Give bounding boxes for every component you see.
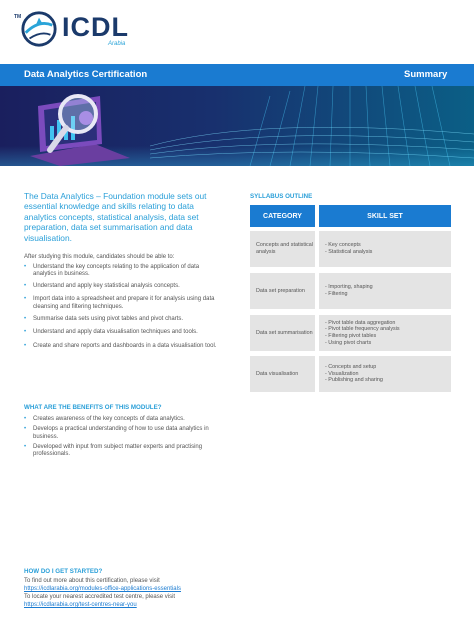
skill-cell: [319, 231, 451, 267]
category-cell: [250, 273, 315, 309]
skill-cell: [319, 356, 451, 392]
icdl-logo-icon: [20, 10, 58, 48]
syllabus-heading: SYLLABUS OUTLINE: [250, 193, 313, 200]
outcomes-list: [24, 264, 220, 350]
list-item: • Import data into a spreadsheet and prepare it for analysis using data cleansing and filtering techniques.: [24, 296, 220, 311]
list-item: • Developed with input from subject matter experts and practising professionals.: [24, 444, 234, 459]
skill-item: - Key concepts: [325, 242, 361, 249]
skill-item: - Visualization: [325, 370, 359, 377]
skill-list: [325, 284, 373, 297]
trademark-mark: TM: [14, 14, 22, 20]
certification-link[interactable]: https://icdlarabia.org/modules-office-applications-essentials: [24, 586, 181, 592]
benefits-heading: WHAT ARE THE BENEFITS OF THIS MODULE?: [24, 404, 162, 411]
list-item: • Summarise data sets using pivot tables and pivot charts.: [24, 316, 220, 323]
skill-set-column-header: SKILL SET: [319, 205, 451, 227]
list-item: • Understand and apply key statistical analysis concepts.: [24, 283, 220, 290]
skill-item: - Pivot table data aggregation: [325, 319, 396, 326]
skill-item: - Using pivot charts: [325, 339, 372, 346]
skill-list: [325, 242, 372, 255]
skill-item: - Filtering: [325, 291, 348, 297]
benefits-list: [24, 416, 234, 461]
logo-wordmark: ICDL: [62, 12, 129, 42]
list-item: • Develops a practical understanding of how to use data analytics in business.: [24, 426, 234, 441]
page-title: Data Analytics Certification: [24, 69, 148, 80]
category-cell: [250, 315, 315, 351]
category-cell: [250, 356, 315, 392]
list-item: • Understand and apply data visualisation techniques and tools.: [24, 329, 220, 336]
magnifier-laptop-illustration: [0, 86, 474, 166]
logo-subtitle: Arabia: [108, 41, 126, 47]
skill-list: [325, 364, 383, 384]
footer-info-text: To locate your nearest accredited test centre, please visit: [24, 594, 176, 600]
list-item: • Creates awareness of the key concepts of data analytics.: [24, 416, 234, 423]
category-label: Data set summarisation: [256, 329, 313, 336]
skill-item: - Filtering pivot tables: [325, 333, 377, 339]
category-label: Data set preparation: [256, 287, 305, 294]
get-started-heading: HOW DO I GET STARTED?: [24, 568, 103, 575]
category-label: Data visualisation: [256, 370, 299, 377]
summary-label: Summary: [404, 69, 448, 80]
skill-item: - Importing, shaping: [325, 284, 373, 291]
skill-item: - Publishing and sharing: [325, 377, 383, 384]
test-centres-link[interactable]: https://icdlarabia.org/test-centres-near-you: [24, 602, 137, 608]
list-item: • Understand the key concepts relating to the application of data analytics in business.: [24, 264, 220, 279]
footer-info-text: To find out more about this certification, please visit: [24, 578, 160, 584]
module-intro: The Data Analytics – Foundation module sets out essential knowledge and skills relating to data analytics concepts, statistical analysis, data set preparation, data set summarisation and data visualisation.: [24, 191, 207, 243]
category-cell: [250, 231, 315, 267]
skill-item: - Pivot table frequency analysis: [325, 326, 400, 333]
outcomes-lead: After studying this module, candidates should be able to:: [24, 254, 175, 260]
skill-item: - Statistical analysis: [325, 249, 373, 255]
category-label: Concepts and statistical analysis: [256, 242, 313, 255]
skill-cell: [319, 315, 451, 351]
skill-list: [325, 320, 400, 347]
list-item: • Create and share reports and dashboards in a data visualisation tool.: [24, 343, 220, 350]
skill-cell: [319, 273, 451, 309]
category-column-header: CATEGORY: [250, 205, 315, 227]
skill-item: - Concepts and setup: [325, 363, 377, 370]
